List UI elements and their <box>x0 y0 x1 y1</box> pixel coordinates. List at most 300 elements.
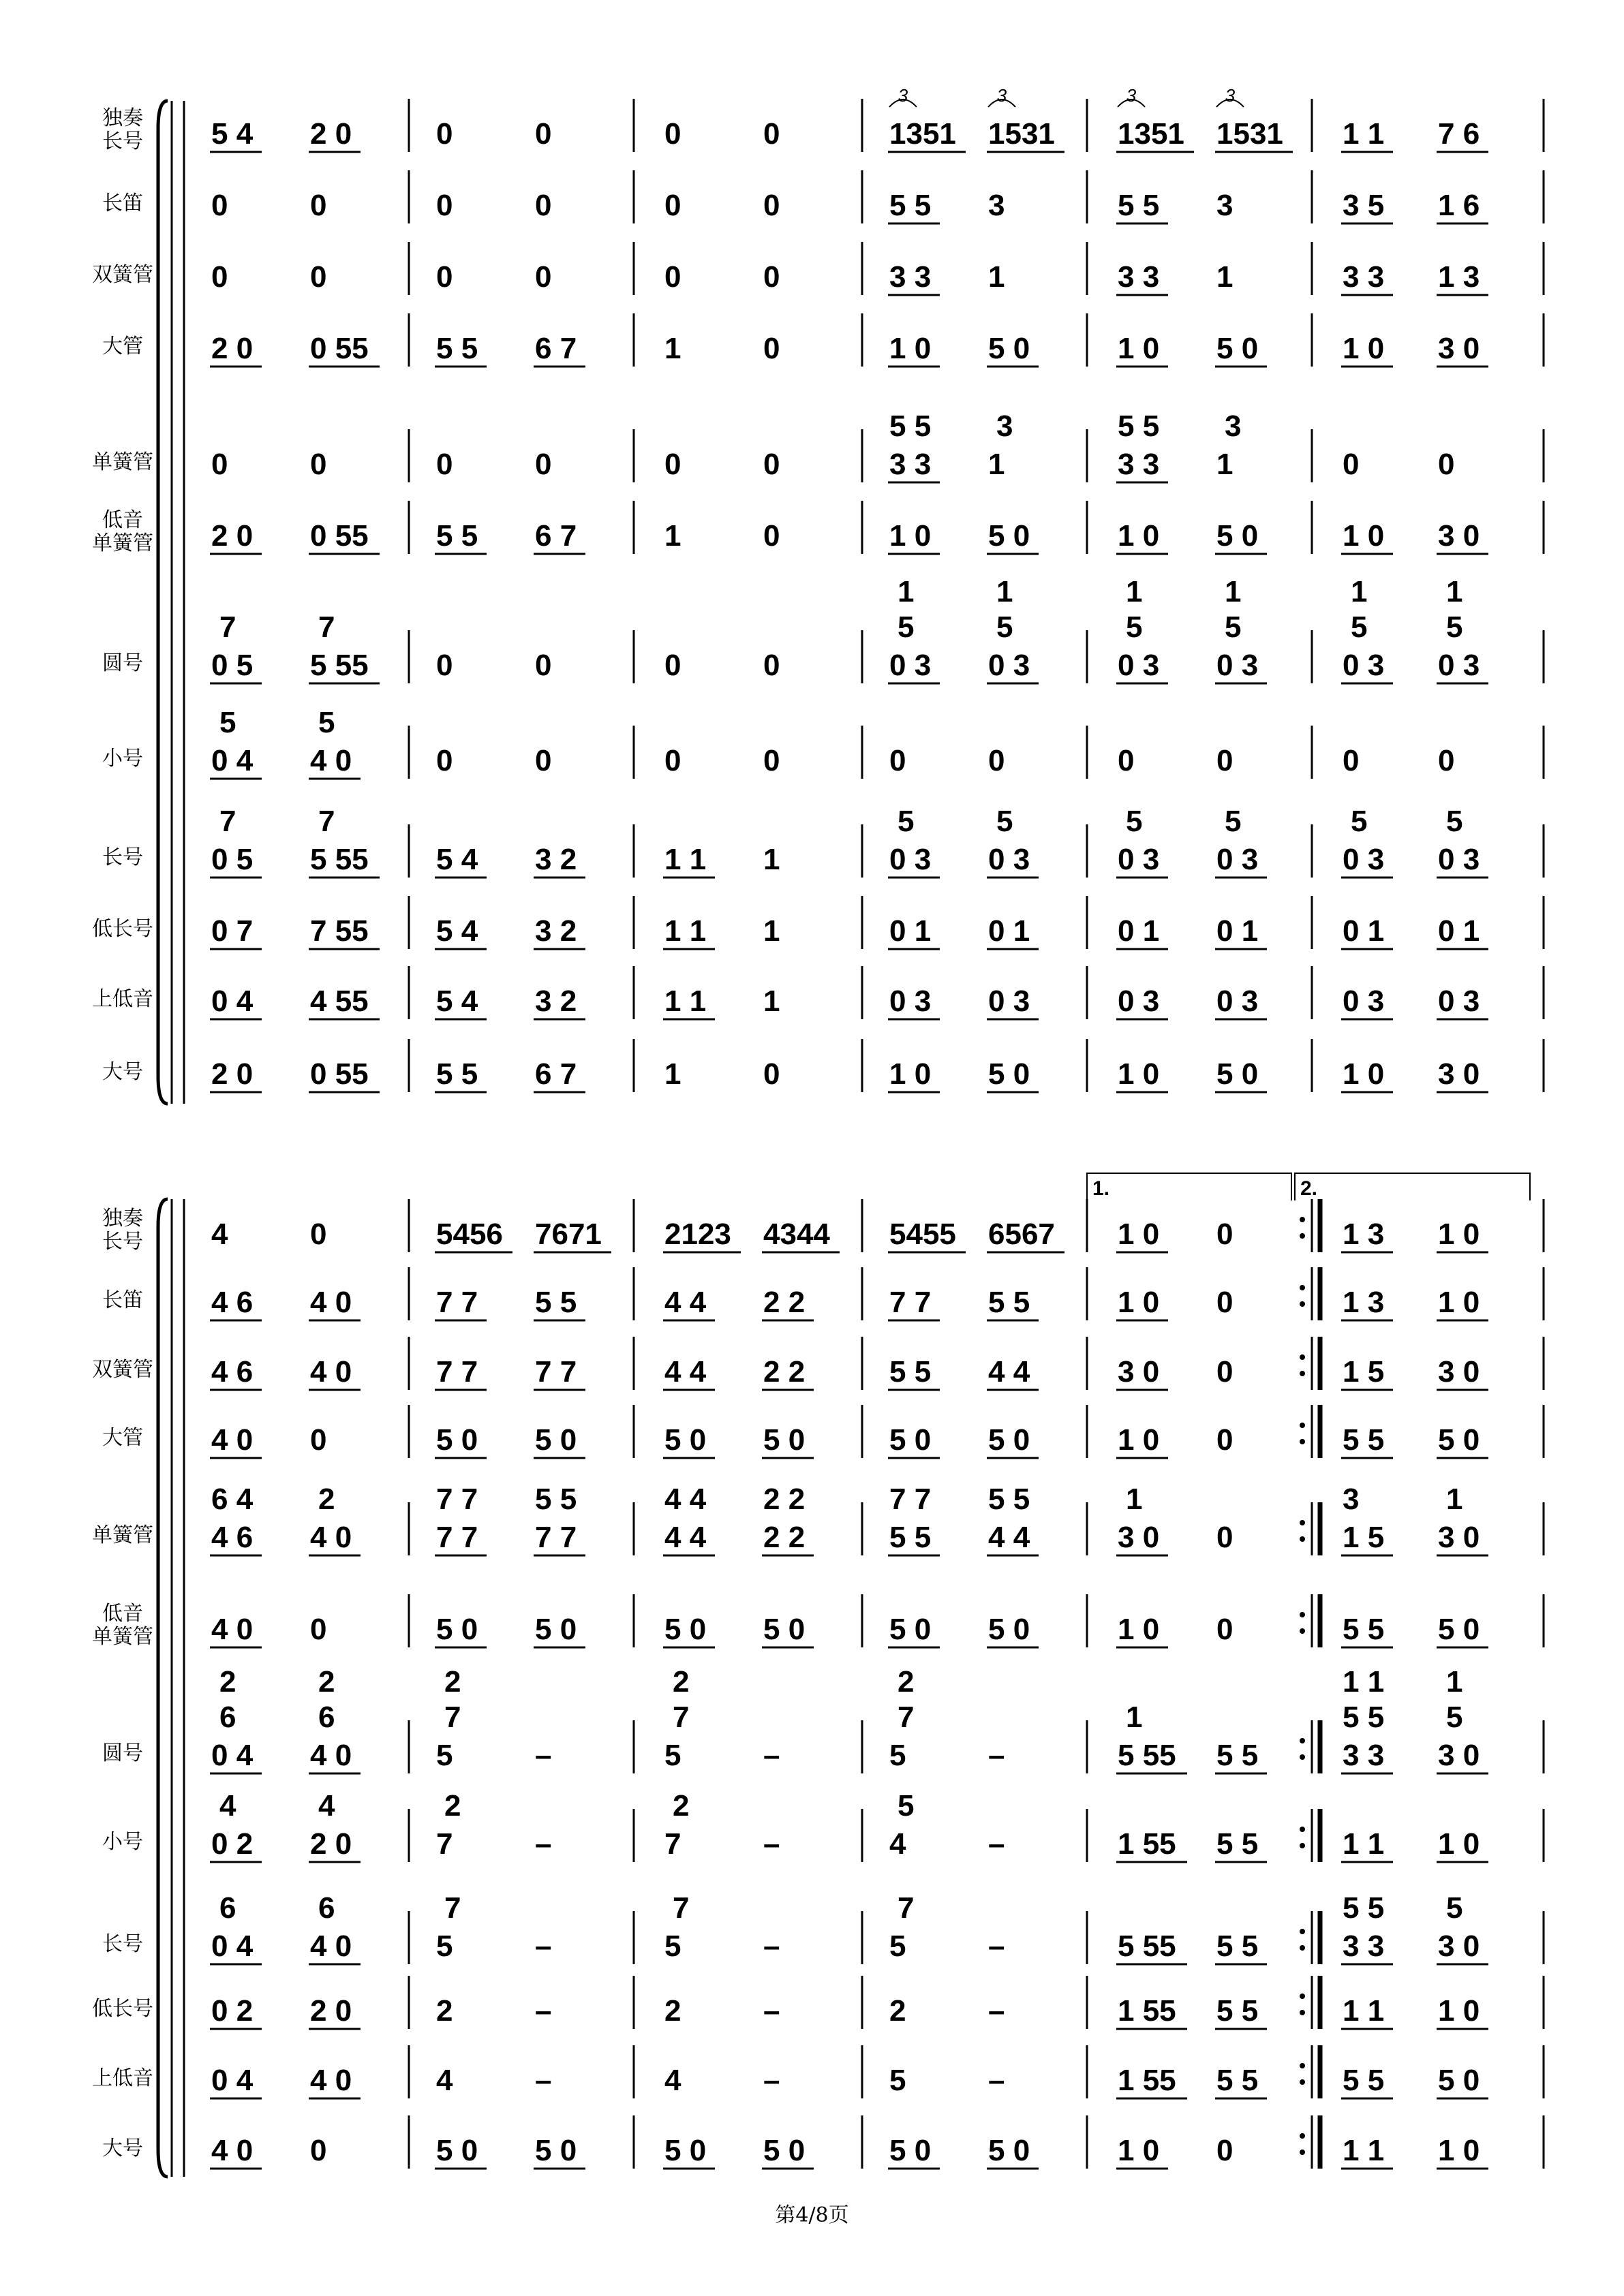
notation-upper-voice: 3 <box>996 409 1013 443</box>
notation-beat: 7 7 <box>535 1521 577 1554</box>
notation-upper-voice-2: 1 <box>1446 575 1463 608</box>
repeat-dot <box>1300 1233 1305 1239</box>
notation-beat: 0 7 <box>211 914 254 948</box>
notation-upper-voice-2: 1 <box>1446 1665 1463 1698</box>
notation-upper-voice: 5 <box>1126 610 1143 644</box>
notation-beat: 5 4 <box>211 117 254 151</box>
notation-beat: 3 <box>988 189 1005 222</box>
notation-beat: 4 6 <box>211 1355 254 1389</box>
notation-beat: 0 55 <box>310 1057 369 1091</box>
notation-beat: 1 0 <box>1118 1057 1160 1091</box>
notation-beat: 4 0 <box>310 2064 352 2097</box>
notation-beat: 1 <box>664 332 681 365</box>
notation-beat: 0 <box>763 332 780 365</box>
notation-upper-voice: 5 <box>996 610 1013 644</box>
notation-beat: 5 0 <box>664 2134 707 2167</box>
notation-beat: 7 7 <box>436 1286 478 1319</box>
notation-beat: 5 0 <box>1438 1423 1480 1457</box>
notation-beat: 5 0 <box>763 1613 806 1646</box>
notation-beat: 1 55 <box>1118 2064 1176 2097</box>
notation-beat: 5 5 <box>889 189 932 222</box>
instrument-label: 独奏 <box>102 1207 143 1230</box>
notation-upper-voice: 6 <box>219 1891 236 1925</box>
notation-beat: 1531 <box>1216 117 1283 151</box>
notation-beat: – <box>988 2064 1005 2097</box>
notation-beat: 0 <box>1216 1521 1234 1554</box>
notation-upper-voice: 5 <box>1351 610 1368 644</box>
notation-upper-voice: 5 5 <box>1343 1891 1385 1925</box>
notation-beat: 2 2 <box>763 1286 806 1319</box>
notation-beat: – <box>535 1929 552 1963</box>
notation-beat: 5 0 <box>1216 332 1259 365</box>
instrument-label: 长号 <box>102 846 143 869</box>
notation-beat: 0 <box>211 448 228 481</box>
notation-beat: 5 0 <box>436 1423 478 1457</box>
instrument-label: 单簧管 <box>92 1625 153 1649</box>
instrument-label: 小号 <box>102 1830 143 1854</box>
notation-beat: 1 0 <box>1118 2134 1160 2167</box>
notation-beat: 1 5 <box>1343 1355 1385 1389</box>
notation-upper-voice: 7 <box>898 1891 915 1925</box>
notation-beat: – <box>988 1739 1005 1772</box>
notation-upper-voice: 5 <box>219 706 236 739</box>
notation-upper-voice-2: 1 1 <box>1343 1665 1385 1698</box>
notation-beat: 1 0 <box>889 519 932 553</box>
notation-beat: 0 4 <box>211 984 254 1018</box>
notation-beat: 3 0 <box>1438 332 1480 365</box>
notation-beat: 3 <box>1216 189 1234 222</box>
repeat-dot <box>1300 1217 1305 1222</box>
system-bracket <box>158 101 168 1104</box>
notation-beat: 1 0 <box>889 1057 932 1091</box>
repeat-dot <box>1300 1945 1305 1951</box>
repeat-dot <box>1300 1754 1305 1760</box>
notation-beat: 3 3 <box>1343 260 1385 294</box>
notation-beat: – <box>988 1929 1005 1963</box>
notation-upper-voice: 3 <box>1343 1483 1360 1516</box>
notation-beat: 0 <box>436 649 453 682</box>
notation-beat: 0 3 <box>1216 843 1259 876</box>
notation-beat: 3 3 <box>1343 1929 1385 1963</box>
notation-beat: 1351 <box>1118 117 1184 151</box>
notation-beat: 0 <box>664 649 681 682</box>
notation-beat: 0 <box>535 744 552 777</box>
notation-beat: 1 1 <box>664 914 707 948</box>
notation-beat: 5 0 <box>988 519 1030 553</box>
notation-beat: 4344 <box>763 1217 830 1251</box>
notation-beat: 2 0 <box>211 1057 254 1091</box>
notation-beat: 7 55 <box>310 914 369 948</box>
notation-beat: 4 0 <box>310 1355 352 1389</box>
notation-upper-voice-2: 1 <box>898 575 915 608</box>
notation-beat: 3 0 <box>1438 1521 1480 1554</box>
notation-upper-voice: 4 <box>318 1789 335 1822</box>
notation-beat: 0 <box>310 260 327 294</box>
notation-upper-voice: 6 <box>219 1701 236 1734</box>
notation-beat: 1 3 <box>1343 1217 1385 1251</box>
notation-beat: 5 5 <box>1343 1613 1385 1646</box>
notation-beat: 7 <box>436 1827 453 1861</box>
notation-upper-voice: 1 <box>1126 1701 1143 1734</box>
notation-beat: 5 0 <box>1216 519 1259 553</box>
repeat-dot <box>1300 2063 1305 2068</box>
notation-upper-voice: 5 5 <box>988 1483 1030 1516</box>
notation-beat: 4 55 <box>310 984 369 1018</box>
notation-beat: 1 0 <box>1118 1423 1160 1457</box>
notation-beat: 5 0 <box>1438 2064 1480 2097</box>
notation-beat: 0 3 <box>988 843 1030 876</box>
notation-beat: 0 <box>1118 744 1135 777</box>
repeat-dot <box>1300 1738 1305 1743</box>
notation-upper-voice: 2 <box>444 1789 461 1822</box>
notation-beat: – <box>535 1739 552 1772</box>
instrument-label: 圆号 <box>102 651 143 675</box>
notation-beat: 5 5 <box>889 1355 932 1389</box>
notation-beat: 5 <box>664 1929 681 1963</box>
notation-beat: 1 0 <box>1118 332 1160 365</box>
notation-beat: 1 3 <box>1438 260 1480 294</box>
notation-upper-voice-2: 1 <box>1126 575 1143 608</box>
notation-beat: 0 2 <box>211 1994 254 2028</box>
notation-beat: – <box>763 1739 780 1772</box>
notation-beat: 5 0 <box>664 1423 707 1457</box>
notation-upper-voice: 7 <box>898 1701 915 1734</box>
notation-beat: 7 7 <box>889 1286 932 1319</box>
notation-upper-voice: 6 <box>318 1701 335 1734</box>
notation-beat: 0 1 <box>988 914 1030 948</box>
notation-beat: 5 4 <box>436 843 478 876</box>
notation-beat: 1 0 <box>1438 1994 1480 2028</box>
notation-beat: 1 <box>664 1057 681 1091</box>
notation-beat: 2 0 <box>310 1994 352 2028</box>
notation-upper-voice: 5 <box>1126 805 1143 838</box>
notation-beat: 1531 <box>988 117 1055 151</box>
notation-beat: 5 0 <box>988 1423 1030 1457</box>
notation-beat: 2 <box>664 1994 681 2028</box>
volta-label: 2. <box>1300 1177 1318 1200</box>
instrument-label: 大管 <box>102 335 143 358</box>
notation-beat: 1 1 <box>1343 117 1385 151</box>
notation-beat: 1 5 <box>1343 1521 1385 1554</box>
notation-beat: 0 3 <box>1438 649 1480 682</box>
notation-beat: – <box>988 1994 1005 2028</box>
notation-beat: 0 <box>988 744 1005 777</box>
notation-beat: 3 0 <box>1438 1929 1480 1963</box>
notation-beat: 1 0 <box>1343 1057 1385 1091</box>
notation-beat: 0 <box>436 189 453 222</box>
repeat-dot <box>1300 1843 1305 1848</box>
notation-beat: 2 0 <box>211 332 254 365</box>
notation-beat: 0 <box>763 519 780 553</box>
notation-beat: 0 1 <box>889 914 932 948</box>
notation-beat: 0 <box>535 448 552 481</box>
notation-beat: 1 <box>988 260 1005 294</box>
notation-beat: 4 0 <box>310 1739 352 1772</box>
notation-beat: – <box>763 2064 780 2097</box>
instrument-label: 长号 <box>102 1932 143 1956</box>
notation-beat: 5 5 <box>1216 2064 1259 2097</box>
notation-upper-voice: 7 <box>673 1891 690 1925</box>
notation-beat: 5 5 <box>1216 1994 1259 2028</box>
notation-beat: – <box>763 1929 780 1963</box>
notation-upper-voice: 5 <box>996 805 1013 838</box>
tuplet-number: 3 <box>1126 85 1137 106</box>
notation-beat: 3 0 <box>1438 1739 1480 1772</box>
notation-beat: 4 4 <box>988 1355 1030 1389</box>
notation-beat: 5 5 <box>889 1521 932 1554</box>
notation-beat: 1 <box>1216 260 1234 294</box>
notation-upper-voice: 1 <box>1126 1483 1143 1516</box>
notation-upper-voice: 7 <box>318 805 335 838</box>
notation-beat: 1 55 <box>1118 1994 1176 2028</box>
notation-beat: 5 <box>664 1739 681 1772</box>
instrument-label: 大号 <box>102 2137 143 2160</box>
notation-beat: 0 <box>1216 1286 1234 1319</box>
notation-beat: 0 <box>664 117 681 151</box>
notation-upper-voice: 5 <box>1351 805 1368 838</box>
instrument-label: 低长号 <box>92 917 153 941</box>
notation-beat: 5 5 <box>1216 1827 1259 1861</box>
notation-beat: 0 <box>1216 1217 1234 1251</box>
notation-beat: 3 2 <box>535 984 577 1018</box>
notation-beat: 5 0 <box>535 1423 577 1457</box>
notation-beat: 4 4 <box>664 1286 707 1319</box>
notation-upper-voice: 5 <box>1446 610 1463 644</box>
notation-beat: 0 <box>535 189 552 222</box>
notation-beat: 4 6 <box>211 1286 254 1319</box>
notation-beat: 5 0 <box>988 2134 1030 2167</box>
notation-beat: 0 <box>763 1057 780 1091</box>
tuplet-number: 3 <box>1225 85 1236 106</box>
notation-upper-voice: 6 4 <box>211 1483 254 1516</box>
instrument-label: 单簧管 <box>92 1523 153 1547</box>
notation-upper-voice-2: 1 <box>1225 575 1242 608</box>
notation-beat: 0 3 <box>1118 843 1160 876</box>
notation-beat: 5 0 <box>889 1613 932 1646</box>
notation-beat: 5 5 <box>1118 189 1160 222</box>
notation-beat: 0 3 <box>1343 843 1385 876</box>
notation-beat: 5 4 <box>436 984 478 1018</box>
notation-beat: 0 3 <box>1216 984 1259 1018</box>
notation-upper-voice-2: 1 <box>1351 575 1368 608</box>
notation-beat: 0 4 <box>211 2064 254 2097</box>
notation-upper-voice-2: 2 <box>898 1665 915 1698</box>
notation-upper-voice: 7 <box>219 610 236 644</box>
notation-beat: 0 <box>436 260 453 294</box>
notation-beat: 1 6 <box>1438 189 1480 222</box>
notation-beat: 7 7 <box>535 1355 577 1389</box>
repeat-dot <box>1300 2010 1305 2015</box>
instrument-label: 单簧管 <box>92 531 153 555</box>
notation-beat: 3 5 <box>1343 189 1385 222</box>
repeat-dot <box>1300 2150 1305 2155</box>
notation-beat: 5 0 <box>988 1613 1030 1646</box>
notation-beat: 1 0 <box>1438 1217 1480 1251</box>
notation-beat: 1 55 <box>1118 1827 1176 1861</box>
repeat-dot <box>1300 1423 1305 1428</box>
notation-beat: – <box>535 2064 552 2097</box>
notation-beat: 0 3 <box>1438 984 1480 1018</box>
instrument-label: 双簧管 <box>92 263 153 287</box>
repeat-dot <box>1300 2133 1305 2139</box>
notation-beat: 0 <box>763 189 780 222</box>
notation-beat: 1 <box>763 914 780 948</box>
notation-beat: 2123 <box>664 1217 731 1251</box>
notation-beat: 0 <box>310 448 327 481</box>
notation-beat: 5 5 <box>436 519 478 553</box>
notation-beat: 0 3 <box>1118 984 1160 1018</box>
volta-label: 1. <box>1092 1177 1110 1200</box>
notation-beat: 0 3 <box>988 984 1030 1018</box>
notation-upper-voice: 1 <box>1446 1483 1463 1516</box>
instrument-label: 低音 <box>102 1602 143 1626</box>
notation-upper-voice: 4 <box>219 1789 236 1822</box>
instrument-label: 上低音 <box>92 987 153 1011</box>
repeat-dot <box>1300 1354 1305 1360</box>
notation-upper-voice: 7 <box>219 805 236 838</box>
notation-upper-voice: 5 5 <box>889 409 932 443</box>
notation-beat: 5 0 <box>889 2134 932 2167</box>
notation-beat: 0 <box>310 2134 327 2167</box>
notation-upper-voice: 4 4 <box>664 1483 707 1516</box>
notation-beat: – <box>763 1994 780 2028</box>
notation-beat: 3 0 <box>1438 519 1480 553</box>
notation-beat: 2 <box>436 1994 453 2028</box>
notation-beat: 4 0 <box>310 1286 352 1319</box>
instrument-label: 长号 <box>102 129 143 153</box>
notation-beat: 5 55 <box>310 843 369 876</box>
notation-beat: 0 <box>664 448 681 481</box>
notation-beat: 1 0 <box>1343 519 1385 553</box>
notation-beat: 0 3 <box>889 649 932 682</box>
notation-beat: 1 0 <box>1438 2134 1480 2167</box>
notation-beat: 1 0 <box>1118 1217 1160 1251</box>
notation-beat: 1 1 <box>1343 2134 1385 2167</box>
notation-beat: 0 1 <box>1343 914 1385 948</box>
repeat-dot <box>1300 1439 1305 1444</box>
notation-beat: 0 <box>1438 744 1455 777</box>
notation-beat: 0 <box>1216 1423 1234 1457</box>
notation-beat: 5 55 <box>310 649 369 682</box>
notation-beat: 0 <box>664 189 681 222</box>
notation-beat: 0 <box>763 649 780 682</box>
notation-beat: 1 0 <box>889 332 932 365</box>
notation-beat: 6 7 <box>535 1057 577 1091</box>
notation-upper-voice: 7 7 <box>889 1483 932 1516</box>
notation-upper-voice: 5 5 <box>535 1483 577 1516</box>
notation-beat: 0 3 <box>1343 984 1385 1018</box>
notation-beat: – <box>535 1827 552 1861</box>
notation-beat: 0 <box>889 744 906 777</box>
notation-beat: 0 3 <box>1438 843 1480 876</box>
notation-upper-voice: 5 <box>1225 805 1242 838</box>
notation-beat: 1 <box>664 519 681 553</box>
instrument-label: 单簧管 <box>92 450 153 474</box>
notation-beat: 4 0 <box>310 1521 352 1554</box>
notation-upper-voice-2: 2 <box>219 1665 236 1698</box>
notation-upper-voice: 5 <box>898 610 915 644</box>
notation-beat: 0 5 <box>211 843 254 876</box>
notation-upper-voice: 7 7 <box>436 1483 478 1516</box>
notation-beat: 3 2 <box>535 914 577 948</box>
notation-beat: 0 3 <box>1216 649 1259 682</box>
notation-beat: 0 <box>535 117 552 151</box>
notation-beat: 5455 <box>889 1217 956 1251</box>
repeat-dot <box>1300 1371 1305 1376</box>
notation-beat: 0 <box>535 260 552 294</box>
notation-beat: 0 <box>1216 1613 1234 1646</box>
notation-beat: 1 0 <box>1343 332 1385 365</box>
repeat-dot <box>1300 1301 1305 1307</box>
instrument-label: 长号 <box>102 1230 143 1254</box>
notation-beat: 4 0 <box>211 1613 254 1646</box>
notation-beat: 5 0 <box>763 1423 806 1457</box>
notation-beat: 3 3 <box>889 260 932 294</box>
notation-beat: 0 3 <box>889 843 932 876</box>
instrument-label: 低音 <box>102 508 143 532</box>
notation-beat: 4 <box>664 2064 681 2097</box>
notation-beat: 5 0 <box>664 1613 707 1646</box>
instrument-label: 上低音 <box>92 2066 153 2090</box>
notation-beat: 1 1 <box>664 843 707 876</box>
notation-beat: 0 4 <box>211 1739 254 1772</box>
notation-beat: 0 <box>436 448 453 481</box>
notation-beat: 5 5 <box>1216 1739 1259 1772</box>
notation-beat: 0 <box>310 1613 327 1646</box>
notation-beat: 0 55 <box>310 332 369 365</box>
notation-beat: 0 <box>763 448 780 481</box>
notation-beat: 4 0 <box>211 2134 254 2167</box>
notation-beat: 5 <box>436 1929 453 1963</box>
volta-bracket <box>1087 1173 1291 1200</box>
notation-beat: 7671 <box>535 1217 602 1251</box>
notation-beat: 0 <box>763 117 780 151</box>
notation-beat: 1 0 <box>1118 1613 1160 1646</box>
notation-beat: 4 0 <box>211 1423 254 1457</box>
notation-beat: 1 <box>763 984 780 1018</box>
notation-beat: 0 4 <box>211 744 254 777</box>
notation-beat: 5 55 <box>1118 1929 1176 1963</box>
notation-beat: 3 3 <box>1343 1739 1385 1772</box>
notation-beat: 5 0 <box>1438 1613 1480 1646</box>
notation-beat: 5456 <box>436 1217 503 1251</box>
notation-beat: 0 2 <box>211 1827 254 1861</box>
notation-beat: 6 7 <box>535 519 577 553</box>
notation-beat: 2 2 <box>763 1521 806 1554</box>
page-number: 第4/8页 <box>775 2203 849 2227</box>
notation-upper-voice-2: 2 <box>673 1665 690 1698</box>
notation-beat: 5 <box>889 1929 906 1963</box>
notation-beat: 0 <box>1216 2134 1234 2167</box>
notation-beat: 0 <box>1216 1355 1234 1389</box>
notation-beat: 4 4 <box>664 1355 707 1389</box>
notation-beat: – <box>535 1994 552 2028</box>
repeat-dot <box>1300 1612 1305 1617</box>
instrument-label: 低长号 <box>92 1997 153 2021</box>
notation-upper-voice: 6 <box>318 1891 335 1925</box>
instrument-label: 独奏 <box>102 106 143 130</box>
notation-beat: 5 0 <box>889 1423 932 1457</box>
notation-beat: 0 <box>664 744 681 777</box>
notation-beat: 5 5 <box>1216 1929 1259 1963</box>
notation-beat: 1 0 <box>1438 1827 1480 1861</box>
notation-beat: 0 <box>310 1423 327 1457</box>
notation-upper-voice: 5 5 <box>1343 1701 1385 1734</box>
notation-beat: 2 2 <box>763 1355 806 1389</box>
instrument-label: 长笛 <box>102 1288 143 1312</box>
notation-beat: 0 5 <box>211 649 254 682</box>
instrument-label: 双簧管 <box>92 1358 153 1382</box>
